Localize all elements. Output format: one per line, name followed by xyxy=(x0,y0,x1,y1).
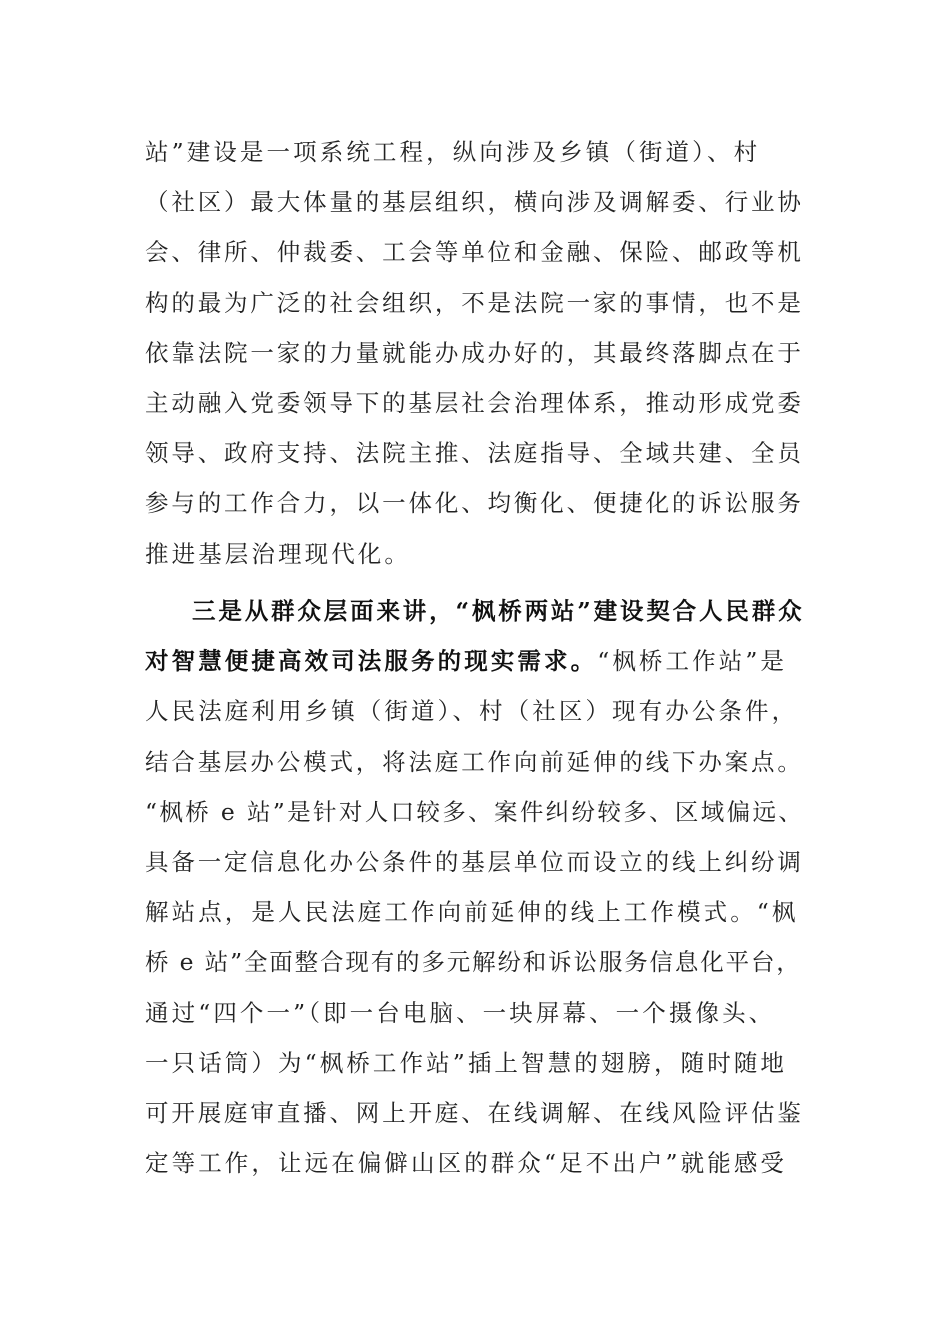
text-line: 结合基层办公模式，将法庭工作向前延伸的线下办案点。 xyxy=(145,747,804,776)
text-line: 主动融入党委领导下的基层社会治理体系，推动形成党委 xyxy=(145,388,804,417)
text-line: 可开展庭审直播、网上开庭、在线调解、在线风险评估鉴 xyxy=(145,1098,804,1127)
text-line: 会、律所、仲裁委、工会等单位和金融、保险、邮政等机 xyxy=(145,238,804,267)
paragraph-third-point xyxy=(145,586,807,1188)
text-line: 桥 e 站”全面整合现有的多元解纷和诉讼服务信息化平台， xyxy=(145,948,802,977)
bold-heading-line-end: 对智慧便捷高效司法服务的现实需求。 xyxy=(145,647,598,676)
text-line: 站”建设是一项系统工程，纵向涉及乡镇（街道）、村 xyxy=(145,138,761,166)
text-line: 一只话筒）为“枫桥工作站”插上智慧的翅膀，随时随地 xyxy=(145,1048,788,1077)
bold-heading-line: 三是从群众层面来讲，“枫桥两站”建设契合人民群众 xyxy=(192,597,805,625)
text-line: “枫桥 e 站”是针对人口较多、案件纠纷较多、区域偏远、 xyxy=(145,797,805,826)
text-line: （社区）最大体量的基层组织，横向涉及调解委、行业协 xyxy=(145,188,804,217)
text-line: 参与的工作合力，以一体化、均衡化、便捷化的诉讼服务 xyxy=(145,489,804,518)
text-segment: “枫桥工作站”是 xyxy=(597,647,788,676)
text-line: 通过“四个一”（即一台电脑、一块屏幕、一个摄像头、 xyxy=(145,998,776,1027)
text-line: 解站点，是人民法庭工作向前延伸的线上工作模式。“枫 xyxy=(145,898,799,927)
text-line: 定等工作，让远在偏僻山区的群众“足不出户”就能感受 xyxy=(145,1149,788,1178)
text-line: 具备一定信息化办公条件的基层单位而设立的线上纠纷调 xyxy=(145,847,804,876)
paragraph-continuation xyxy=(145,127,807,579)
text-line: 推进基层治理现代化。 xyxy=(145,539,411,568)
mixed-line xyxy=(145,636,807,686)
text-line: 构的最为广泛的社会组织，不是法院一家的事情，也不是 xyxy=(145,288,804,317)
text-line: 依靠法院一家的力量就能办成办好的，其最终落脚点在于 xyxy=(145,338,804,367)
text-line: 领导、政府支持、法院主推、法庭指导、全域共建、全员 xyxy=(145,439,804,468)
text-line: 人民法庭利用乡镇（街道）、村（社区）现有办公条件， xyxy=(145,697,799,726)
